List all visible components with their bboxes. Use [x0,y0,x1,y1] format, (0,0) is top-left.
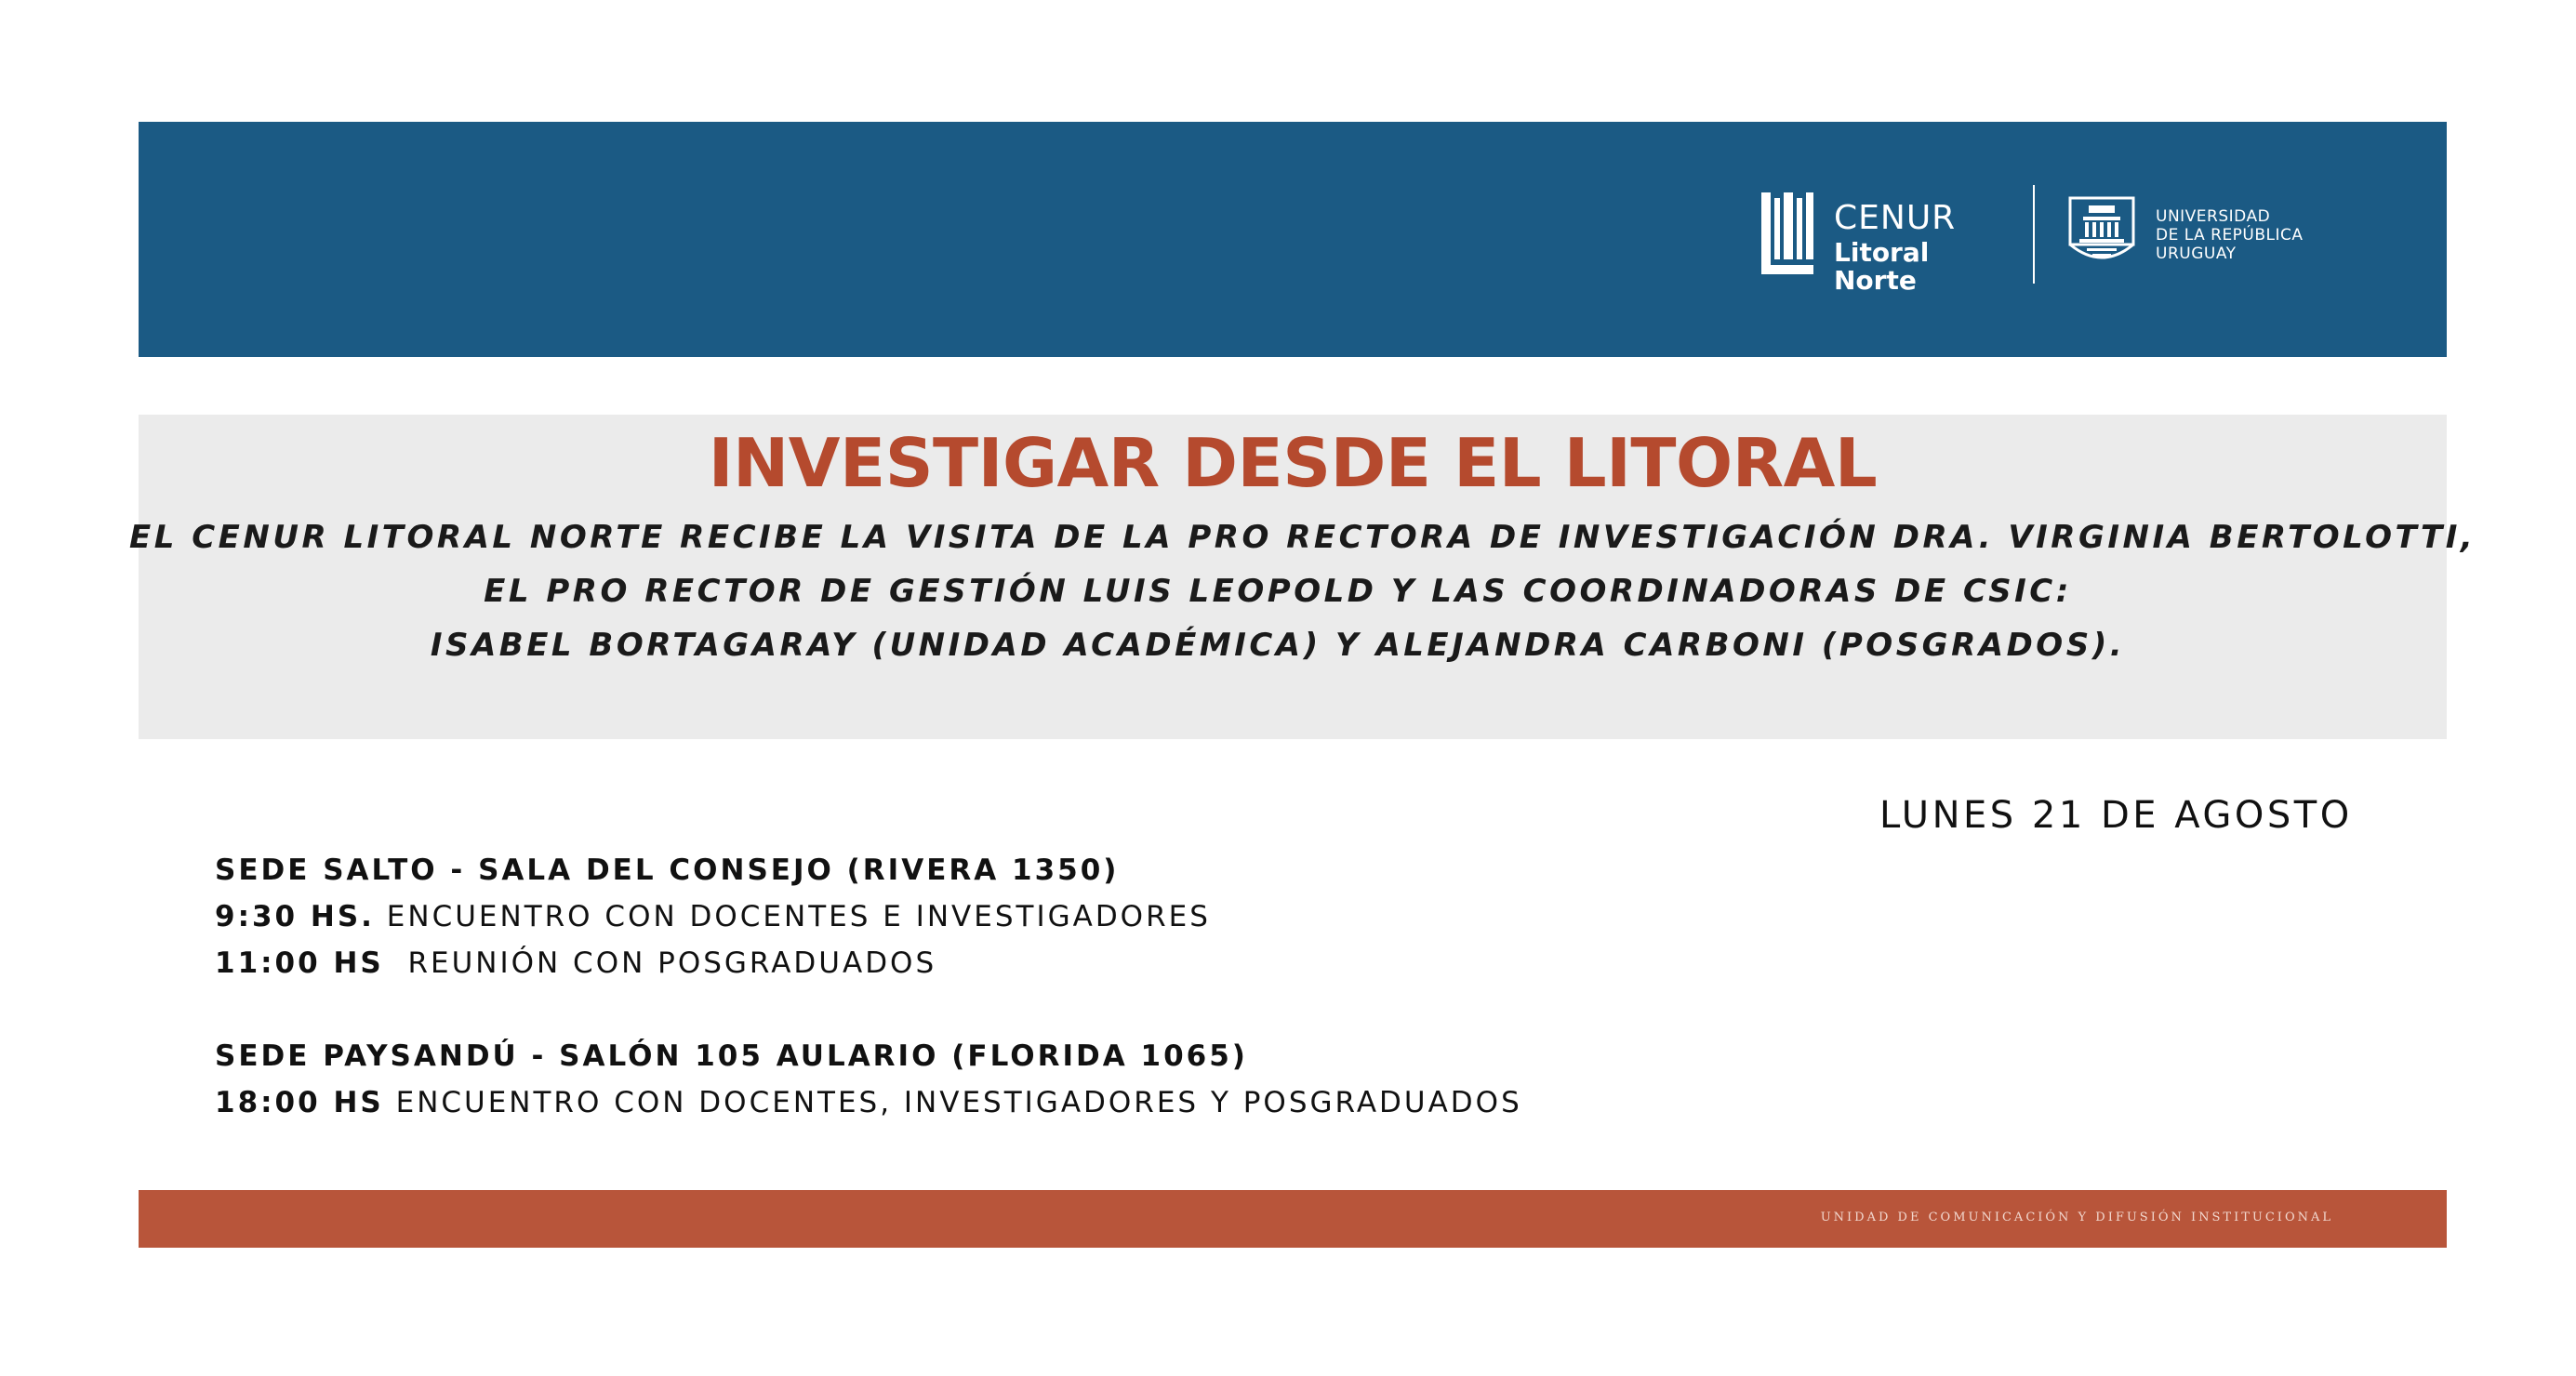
footer-credit: UNIDAD DE COMUNICACIÓN Y DIFUSIÓN INSTITUCIONAL [1820,1211,2333,1224]
subtitle-line-2: EL PRO RECTOR DE GESTIÓN LUIS LEOPOLD Y LAS COORDINADORAS DE CSIC: [484,573,2072,610]
footer-band [139,1190,2447,1248]
salto-heading: SEDE SALTO - SALA DEL CONSEJO (RIVERA 1350) [215,853,1120,887]
salto-item-2 [215,946,936,980]
udelar-wordmark [2156,207,2304,263]
salto-item-1-text: ENCUENTRO CON DOCENTES E INVESTIGADORES [374,900,1211,933]
paysandu-item-1-text: ENCUENTRO CON DOCENTES, INVESTIGADORES Y POSGRADUADOS [383,1086,1522,1119]
subtitle-line-3: ISABEL BORTAGARAY (UNIDAD ACADÉMICA) Y ALEJANDRA CARBONI (POSGRADOS). [430,627,2126,664]
udelar-line-1: UNIVERSIDAD [2156,207,2271,226]
event-date: LUNES 21 DE AGOSTO [1879,794,2353,837]
title-box [129,415,2476,739]
udelar-line-2: DE LA REPÚBLICA [2156,226,2304,245]
header-band [139,122,2447,357]
logo-divider [2033,185,2035,284]
paysandu-item-1-time: 18:00 HS [215,1086,384,1119]
cenur-subtitle: Litoral Norte [1834,236,1930,297]
cenur-wordmark [1834,200,2001,296]
udelar-logo [2068,196,2310,274]
salto-item-1-time: 9:30 HS. [215,900,375,933]
udelar-line-3: URUGUAY [2156,245,2237,263]
udelar-building-seal-icon [2068,196,2135,271]
salto-item-2-time: 11:00 HS [215,946,384,980]
cenur-book-icon [1759,189,1815,278]
cenur-logo [1759,185,2001,297]
paysandu-item-1 [215,1086,1522,1119]
salto-item-1 [215,900,1211,933]
subtitle-line-1: EL CENUR LITORAL NORTE RECIBE LA VISITA DE LA PRO RECTORA DE INVESTIGACIÓN DRA. VIRGINIA BERTOLOTTI, [129,519,2476,556]
page-title: INVESTIGAR DESDE EL LITORAL [708,424,1878,502]
salto-item-2-text: REUNIÓN CON POSGRADUADOS [383,946,937,980]
cenur-title: CENUR [1834,199,1957,237]
paysandu-heading: SEDE PAYSANDÚ - SALÓN 105 AULARIO (FLORIDA 1065) [215,1039,1248,1073]
